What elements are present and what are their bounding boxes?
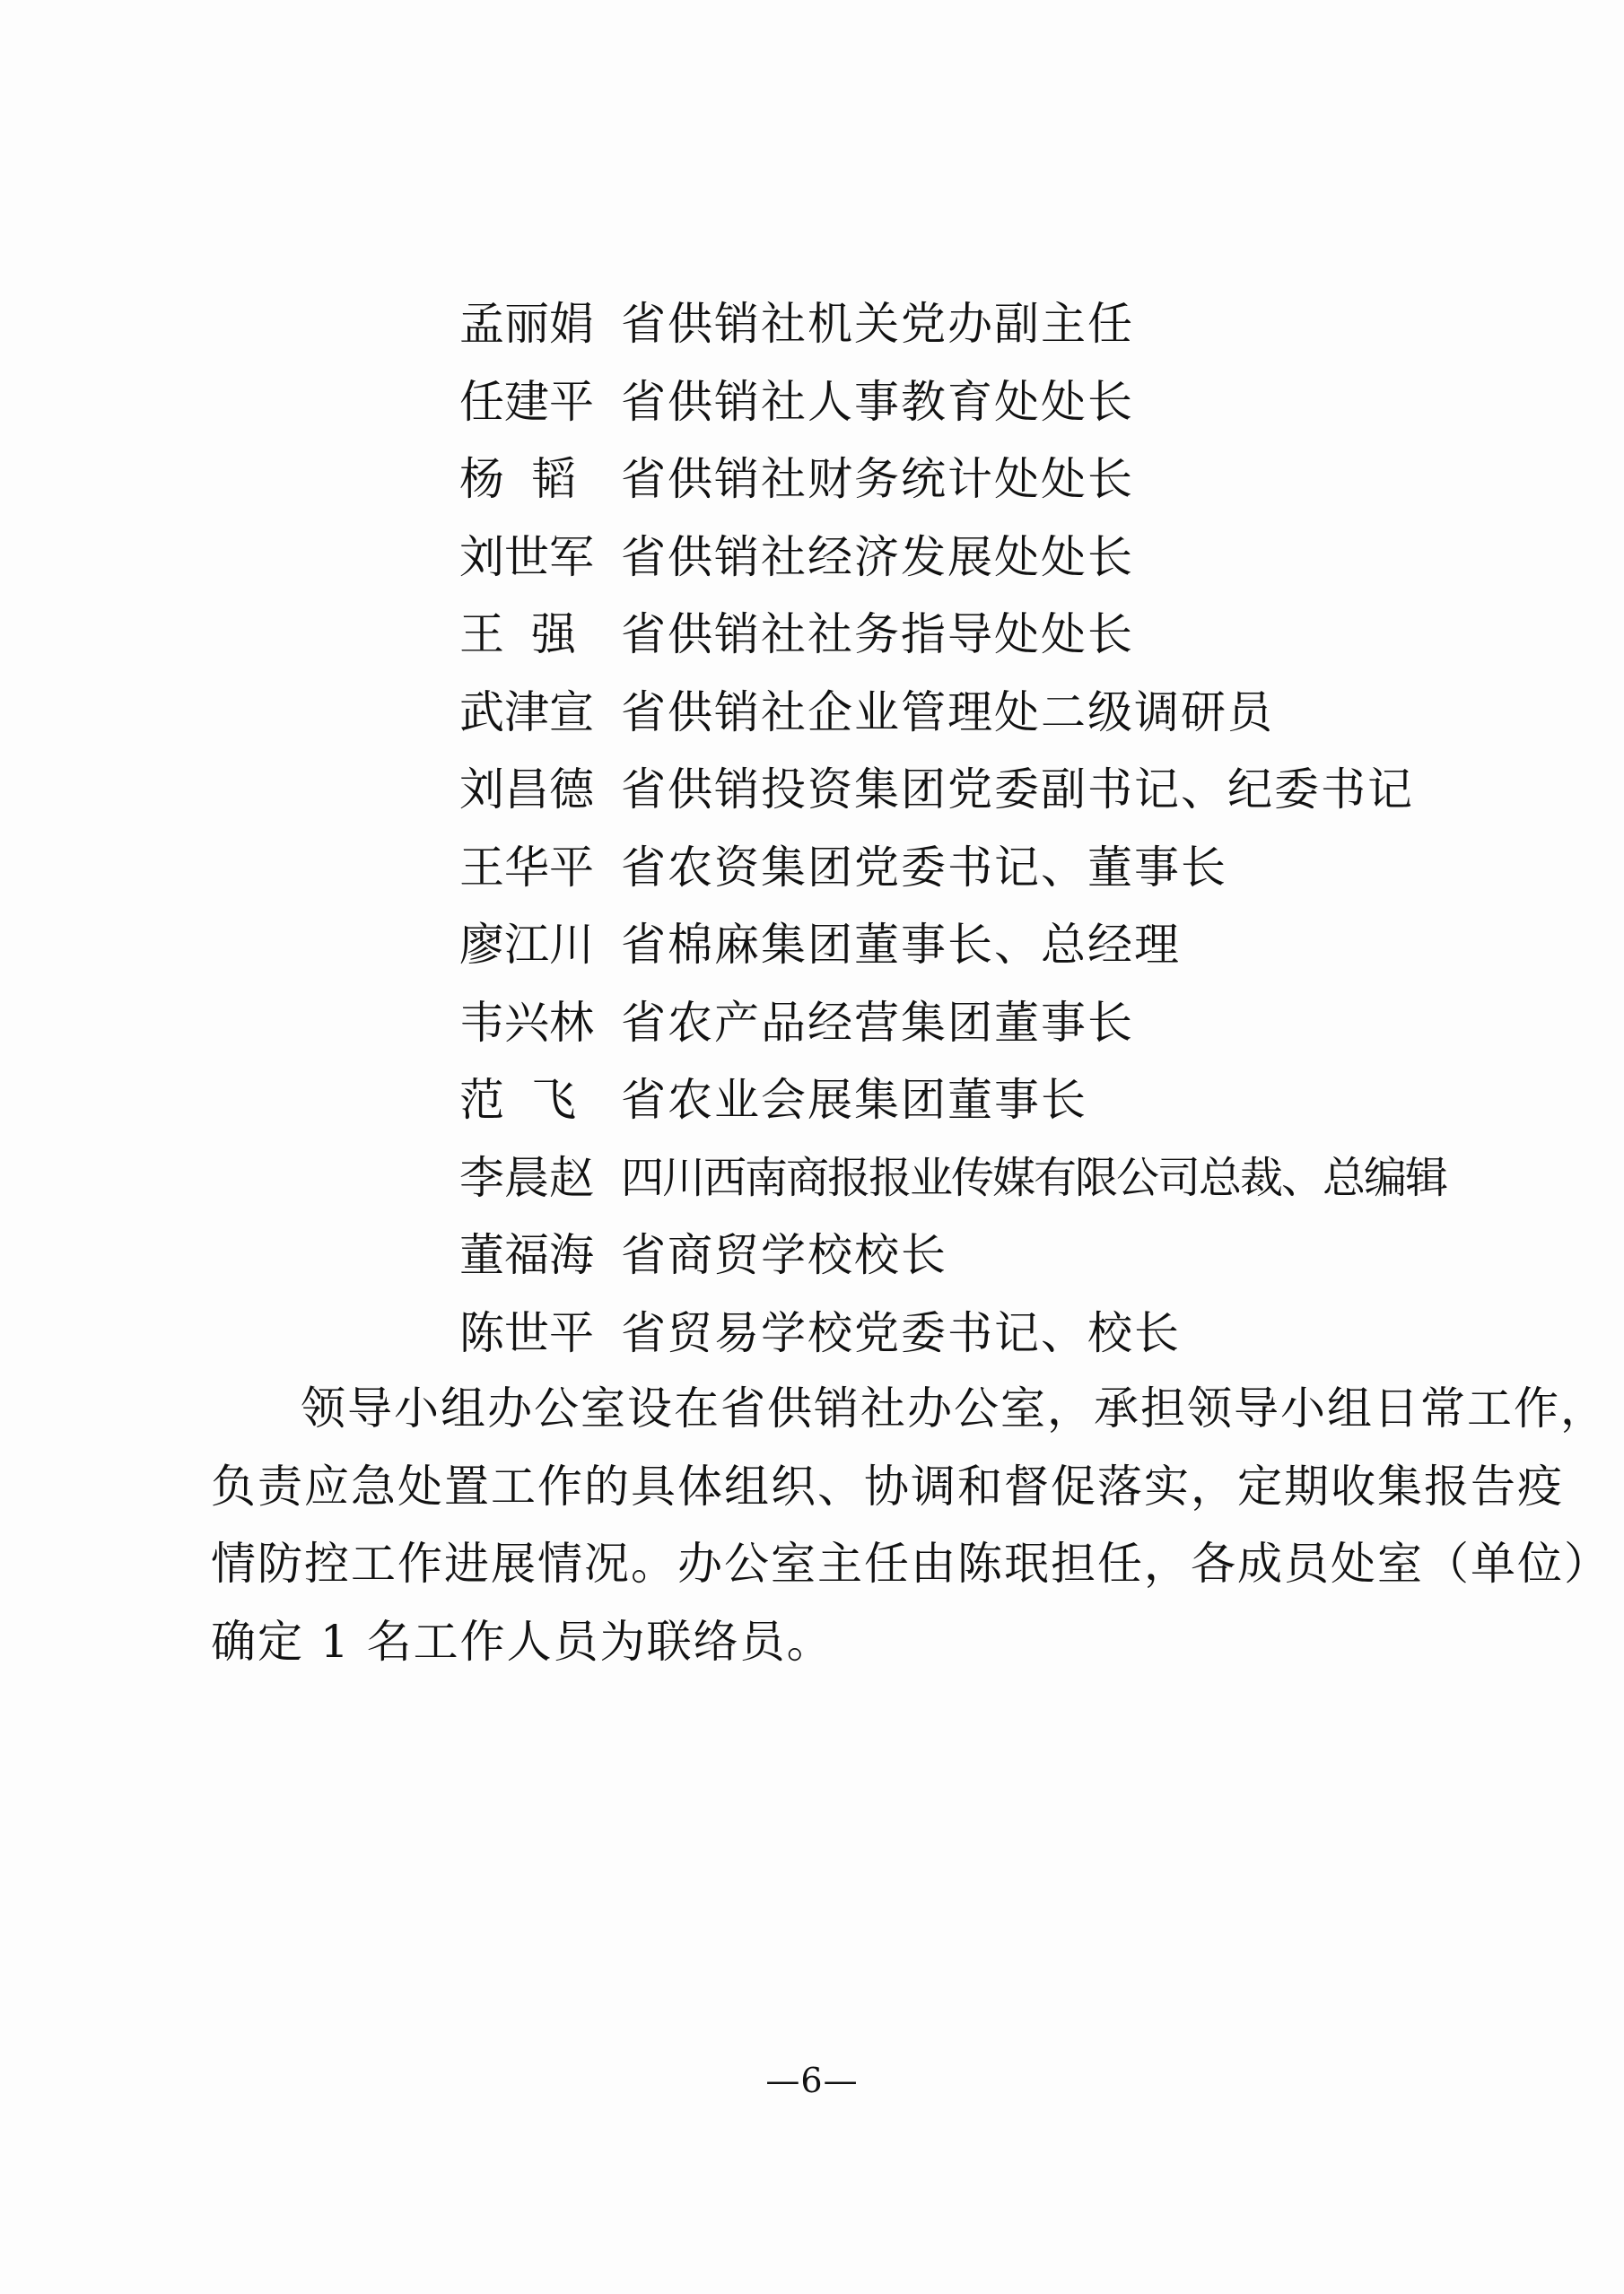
member-name: [459, 530, 594, 583]
name-character: 董: [459, 1229, 504, 1282]
member-row: [459, 363, 1491, 441]
name-character: 江: [504, 919, 549, 972]
member-row: [459, 596, 1491, 674]
member-name: [459, 763, 594, 816]
name-character: 津: [504, 685, 549, 738]
paragraph-line: 领导小组办公室设在省供销社办公室，承担领导小组日常工作，: [301, 1383, 1607, 1435]
name-character: 军: [549, 530, 594, 583]
name-character: 飞: [531, 1074, 576, 1127]
name-character: 王: [459, 841, 504, 894]
name-character: 建: [504, 375, 549, 428]
name-character: 强: [531, 608, 576, 661]
name-character: 杨: [459, 453, 504, 506]
member-title: 省商贸学校校长: [621, 1229, 947, 1282]
paragraph-line: 负责应急处置工作的具体组织、协调和督促落实，定期收集报告疫: [211, 1460, 1564, 1513]
member-title: 省供销社财务统计处处长: [621, 453, 1134, 506]
name-character: 平: [549, 1306, 594, 1359]
member-name: [459, 1229, 594, 1282]
name-character: 刘: [459, 530, 504, 583]
name-character: 丽: [504, 298, 549, 351]
member-title: 省贸易学校党委书记、校长: [621, 1306, 1181, 1359]
member-name: [459, 919, 594, 972]
member-row: [459, 440, 1491, 519]
member-name: [459, 453, 576, 506]
member-row: [459, 1295, 1491, 1373]
member-row: [459, 906, 1491, 984]
member-list: [459, 285, 1491, 1372]
member-title: 省农业会展集团董事长: [621, 1074, 1087, 1127]
name-character: 赵: [549, 1151, 594, 1204]
member-row: [459, 519, 1491, 597]
name-character: 海: [549, 1229, 594, 1282]
member-name: [459, 685, 594, 738]
member-row: [459, 829, 1491, 907]
name-character: 昌: [504, 763, 549, 816]
member-name: [459, 1074, 576, 1127]
name-character: 刘: [459, 763, 504, 816]
member-name: [459, 841, 594, 894]
paragraph-line: 情防控工作进展情况。办公室主任由陈珉担任，各成员处室（单位）: [211, 1538, 1611, 1590]
member-row: [459, 1217, 1491, 1295]
name-character: 兴: [504, 996, 549, 1049]
name-character: 晨: [504, 1151, 549, 1204]
member-name: [459, 375, 594, 428]
member-title: 省供销投资集团党委副书记、纪委书记: [621, 763, 1414, 816]
member-row: [459, 1139, 1491, 1217]
member-name: [459, 608, 576, 661]
name-character: 王: [459, 608, 504, 661]
name-character: 韬: [531, 453, 576, 506]
page-number: —6—: [765, 2061, 859, 2100]
member-title: 省供销社经济发展处处长: [621, 530, 1134, 583]
name-character: 任: [459, 375, 504, 428]
member-title: 省农产品经营集团董事长: [621, 996, 1134, 1049]
name-character: 娟: [549, 298, 594, 351]
name-character: 武: [459, 685, 504, 738]
member-name: [459, 1151, 594, 1204]
member-title: 省供销社社务指导处处长: [621, 608, 1134, 661]
name-character: 李: [459, 1151, 504, 1204]
name-character: 世: [504, 530, 549, 583]
name-character: 世: [504, 1306, 549, 1359]
name-character: 平: [549, 375, 594, 428]
member-title: 省棉麻集团董事长、总经理: [621, 919, 1181, 972]
member-title: 省农资集团党委书记、董事长: [621, 841, 1227, 894]
name-character: 孟: [459, 298, 504, 351]
name-character: 德: [549, 763, 594, 816]
member-row: [459, 285, 1491, 363]
name-character: 华: [504, 841, 549, 894]
name-character: 川: [549, 919, 594, 972]
member-name: [459, 996, 594, 1049]
member-row: [459, 751, 1491, 829]
name-character: 韦: [459, 996, 504, 1049]
name-character: 平: [549, 841, 594, 894]
name-character: 林: [549, 996, 594, 1049]
name-character: 福: [504, 1229, 549, 1282]
office-paragraph: [211, 1370, 1611, 1680]
name-character: 范: [459, 1074, 504, 1127]
member-name: [459, 298, 594, 351]
member-row: [459, 984, 1491, 1062]
member-row: [459, 1061, 1491, 1139]
member-title: 省供销社企业管理处二级调研员: [621, 685, 1274, 738]
member-row: [459, 674, 1491, 752]
name-character: 宣: [549, 685, 594, 738]
paragraph-line: 确定 1 名工作人员为联络员。: [211, 1615, 834, 1668]
member-title: 省供销社机关党办副主任: [621, 298, 1134, 351]
member-name: [459, 1306, 594, 1359]
member-title: 四川西南商报报业传媒有限公司总裁、总编辑: [621, 1152, 1447, 1203]
member-title: 省供销社人事教育处处长: [621, 375, 1134, 428]
name-character: 陈: [459, 1306, 504, 1359]
name-character: 廖: [459, 919, 504, 972]
